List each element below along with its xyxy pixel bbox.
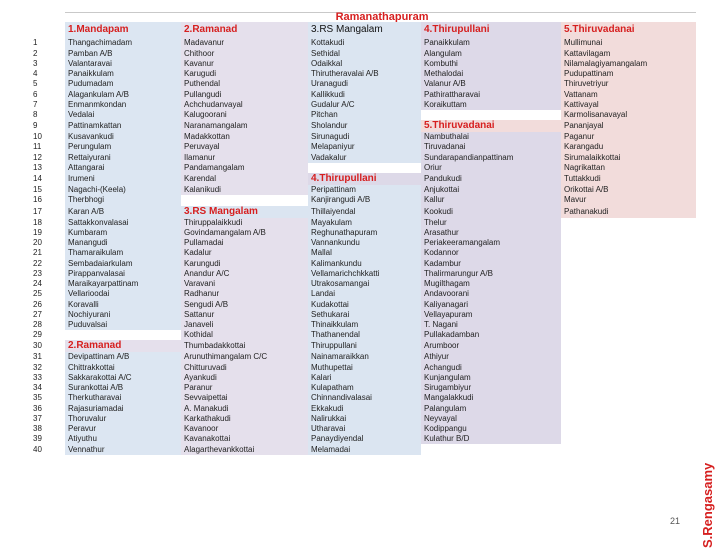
- cell-thiruvadanai: [561, 228, 696, 238]
- cell-thirupullani: Pandukudi: [421, 173, 561, 185]
- row-number: 31: [33, 352, 65, 362]
- row-number: 30: [33, 340, 65, 352]
- table-row: [33, 393, 696, 403]
- cell-mandapam: Sakkarakottai A/C: [65, 373, 181, 383]
- cell-thiruvadanai: Mullimunai: [561, 38, 696, 48]
- cell-mandapam: Kumbaram: [65, 228, 181, 238]
- cell-ramanad: Karendal: [181, 173, 308, 185]
- table-row: [33, 228, 696, 238]
- row-number: 20: [33, 238, 65, 248]
- cell-thiruvadanai: [561, 340, 696, 352]
- cell-mandapam: Panaikkulam: [65, 69, 181, 79]
- table-row: [33, 373, 696, 383]
- row-number: 7: [33, 100, 65, 110]
- row-number: 37: [33, 414, 65, 424]
- cell-ramanad: Karungudi: [181, 258, 308, 268]
- cell-thirupullani: Oriur: [421, 163, 561, 173]
- row-number: 15: [33, 185, 65, 195]
- cell-mandapam: Pudumadam: [65, 79, 181, 89]
- cell-mandapam: Devipattinam A/B: [65, 352, 181, 362]
- table-row: [33, 163, 696, 173]
- cell-ramanad: Pullangudi: [181, 89, 308, 99]
- table-row: [33, 238, 696, 248]
- cell-mandapam: Koravalli: [65, 299, 181, 309]
- cell-thirupullani: Kulathur B/D: [421, 434, 561, 444]
- cell-thiruvadanai: Tuttakkudi: [561, 173, 696, 185]
- cell-thirupullani: Sundarapandianpattinam: [421, 153, 561, 163]
- cell-mandapam: Thoruvalur: [65, 414, 181, 424]
- cell-rs-mangalam: Kalari: [308, 373, 421, 383]
- table-row: [33, 299, 696, 309]
- cell-ramanad: Govindamangalam A/B: [181, 228, 308, 238]
- cell-thirupullani: Mangalakkudi: [421, 393, 561, 403]
- cell-ramanad: Ayankudi: [181, 373, 308, 383]
- cell-mandapam: Karan A/B: [65, 206, 181, 218]
- cell-rs-mangalam: Utharavai: [308, 424, 421, 434]
- cell-mandapam: Therkutharavai: [65, 393, 181, 403]
- table-row: [33, 89, 696, 99]
- cell-ramanad: A. Manakudi: [181, 404, 308, 414]
- cell-ramanad: Puthendal: [181, 79, 308, 89]
- cell-rs-mangalam: Muthupettai: [308, 363, 421, 373]
- cell-thiruvadanai: [561, 330, 696, 340]
- row-number: 19: [33, 228, 65, 238]
- cell-thiruvadanai: Karangadu: [561, 142, 696, 152]
- cell-thiruvadanai: Mavur: [561, 195, 696, 205]
- cell-thiruvadanai: [561, 320, 696, 330]
- cell-rs-mangalam: Thillaiyendal: [308, 206, 421, 218]
- cell-ramanad: Naranamangalam: [181, 120, 308, 132]
- table-row: [33, 195, 696, 205]
- cell-ramanad: Paranur: [181, 383, 308, 393]
- table-row: [33, 414, 696, 424]
- table-row: [33, 206, 696, 218]
- sheet-title: Ramanathapuram: [335, 12, 429, 23]
- cell-rs-mangalam: Uranagudi: [308, 79, 421, 89]
- row-number: 24: [33, 279, 65, 289]
- cell-thiruvadanai: [561, 258, 696, 268]
- cell-thirupullani: Periakeeramangalam: [421, 238, 561, 248]
- cell-thirupullani: Tiruvadanai: [421, 142, 561, 152]
- cell-ramanad: [181, 195, 308, 205]
- cell-thirupullani: [421, 444, 561, 454]
- table-row: [33, 69, 696, 79]
- table-row: [33, 48, 696, 58]
- title-row: [33, 12, 696, 22]
- section-heading: 4.Thirupullani: [308, 173, 421, 185]
- cell-mandapam: Maraikayarpattinam: [65, 279, 181, 289]
- cell-thirupullani: Sirugambiyur: [421, 383, 561, 393]
- cell-ramanad: Madakkottan: [181, 132, 308, 142]
- cell-thirupullani: Thelur: [421, 218, 561, 228]
- row-number: 1: [33, 38, 65, 48]
- author-label: S.Rengasamy: [700, 462, 715, 548]
- cell-thirupullani: Kodippangu: [421, 424, 561, 434]
- cell-ramanad: Chitturuvadi: [181, 363, 308, 373]
- table-row: [33, 132, 696, 142]
- cell-rs-mangalam: Mallal: [308, 248, 421, 258]
- cell-thiruvadanai: [561, 434, 696, 444]
- cell-rs-mangalam: Kottakudi: [308, 38, 421, 48]
- cell-mandapam: Surankottai A/B: [65, 383, 181, 393]
- row-number: 38: [33, 424, 65, 434]
- row-number: 23: [33, 269, 65, 279]
- cell-thiruvadanai: Karmolisanavayal: [561, 110, 696, 120]
- cell-rs-mangalam: Thiruppullani: [308, 340, 421, 352]
- cell-rs-mangalam: Thathanendal: [308, 330, 421, 340]
- cell-thirupullani: Athiyur: [421, 352, 561, 362]
- row-number: 27: [33, 310, 65, 320]
- row-number: 40: [33, 444, 65, 454]
- cell-mandapam: Rettaiyurani: [65, 153, 181, 163]
- cell-thirupullani: Pullakadamban: [421, 330, 561, 340]
- row-number: 2: [33, 48, 65, 58]
- cell-thirupullani: Kaliyanagari: [421, 299, 561, 309]
- cell-ramanad: Karkathakudi: [181, 414, 308, 424]
- cell-ramanad: Sengudi A/B: [181, 299, 308, 309]
- row-number: 11: [33, 142, 65, 152]
- cell-thirupullani: Arumboor: [421, 340, 561, 352]
- cell-thirupullani: Kunjangulam: [421, 373, 561, 383]
- table-row: [33, 258, 696, 268]
- cell-ramanad: Kothidal: [181, 330, 308, 340]
- table-row: [33, 310, 696, 320]
- cell-mandapam: Pirappanvalasai: [65, 269, 181, 279]
- cell-thiruvadanai: Nilamalagiyamangalam: [561, 59, 696, 69]
- cell-ramanad: Kalanikudi: [181, 185, 308, 195]
- cell-ramanad: Radhanur: [181, 289, 308, 299]
- cell-rs-mangalam: Sholandur: [308, 120, 421, 132]
- cell-thirupullani: Nambuthalai: [421, 132, 561, 142]
- header-thirupullani: 4.Thirupullani: [421, 22, 561, 38]
- cell-thirupullani: Koraikuttam: [421, 100, 561, 110]
- cell-thiruvadanai: Pananjayal: [561, 120, 696, 132]
- cell-thirupullani: Achangudi: [421, 363, 561, 373]
- row-number: 28: [33, 320, 65, 330]
- cell-thiruvadanai: [561, 373, 696, 383]
- cell-mandapam: Perungulam: [65, 142, 181, 152]
- cell-ramanad: Sevvaipettai: [181, 393, 308, 403]
- cell-ramanad: Sattanur: [181, 310, 308, 320]
- table-row: [33, 59, 696, 69]
- row-number: 22: [33, 258, 65, 268]
- cell-rs-mangalam: Pitchan: [308, 110, 421, 120]
- cell-mandapam: Atiyuthu: [65, 434, 181, 444]
- cell-thirupullani: Thalirmarungur A/B: [421, 269, 561, 279]
- cell-mandapam: Valantaravai: [65, 59, 181, 69]
- cell-ramanad: Ilamanur: [181, 153, 308, 163]
- cell-thiruvadanai: [561, 444, 696, 454]
- row-number: 32: [33, 363, 65, 373]
- cell-mandapam: Manangudi: [65, 238, 181, 248]
- table-row: [33, 383, 696, 393]
- cell-ramanad: Karugudi: [181, 69, 308, 79]
- row-number: 6: [33, 89, 65, 99]
- cell-mandapam: Kusavankudi: [65, 132, 181, 142]
- cell-rs-mangalam: Utrakosamangai: [308, 279, 421, 289]
- section-heading: 3.RS Mangalam: [181, 206, 308, 218]
- table-row: [33, 38, 696, 48]
- row-number: 36: [33, 404, 65, 414]
- cell-ramanad: Thumbadakkottai: [181, 340, 308, 352]
- table-row: [33, 340, 696, 352]
- row-number: 25: [33, 289, 65, 299]
- cell-mandapam: Rajasuriamadai: [65, 404, 181, 414]
- cell-thirupullani: Alangulam: [421, 48, 561, 58]
- cell-ramanad: Thiruppalaikkudi: [181, 218, 308, 228]
- cell-rs-mangalam: Nainamaraikkan: [308, 352, 421, 362]
- row-number: 4: [33, 69, 65, 79]
- cell-rs-mangalam: Kulapatham: [308, 383, 421, 393]
- cell-thirupullani: Pathirattharavai: [421, 89, 561, 99]
- section-heading: 5.Thiruvadanai: [421, 120, 561, 132]
- cell-rs-mangalam: Thinaikkulam: [308, 320, 421, 330]
- table-row: [33, 424, 696, 434]
- row-number: 35: [33, 393, 65, 403]
- row-number: 3: [33, 59, 65, 69]
- cell-mandapam: [65, 330, 181, 340]
- cell-thiruvadanai: Pudupattinam: [561, 69, 696, 79]
- cell-mandapam: Nochiyurani: [65, 310, 181, 320]
- cell-thirupullani: Panaikkulam: [421, 38, 561, 48]
- cell-rs-mangalam: Peripattinam: [308, 185, 421, 195]
- header-ramanad: 2.Ramanad: [181, 22, 308, 38]
- cell-rs-mangalam: Melamadai: [308, 444, 421, 454]
- cell-rs-mangalam: Sethukarai: [308, 310, 421, 320]
- cell-rs-mangalam: Melapaniyur: [308, 142, 421, 152]
- cell-mandapam: Peravur: [65, 424, 181, 434]
- cell-thirupullani: Methalodai: [421, 69, 561, 79]
- cell-rs-mangalam: Thirutheravalai A/B: [308, 69, 421, 79]
- cell-thiruvadanai: [561, 383, 696, 393]
- row-number: 21: [33, 248, 65, 258]
- table-row: [33, 363, 696, 373]
- row-number: 39: [33, 434, 65, 444]
- row-number: 10: [33, 132, 65, 142]
- table-row: [33, 110, 696, 120]
- cell-thiruvadanai: [561, 218, 696, 228]
- cell-mandapam: Vedalai: [65, 110, 181, 120]
- row-number: 26: [33, 299, 65, 309]
- table-row: [33, 218, 696, 228]
- cell-rs-mangalam: Kallikkudi: [308, 89, 421, 99]
- cell-thiruvadanai: Thiruvetriyur: [561, 79, 696, 89]
- table-row: [33, 153, 696, 163]
- cell-rs-mangalam: Panaydiyendal: [308, 434, 421, 444]
- cell-thiruvadanai: [561, 279, 696, 289]
- cell-thirupullani: Andavoorani: [421, 289, 561, 299]
- cell-rs-mangalam: Kudakottai: [308, 299, 421, 309]
- cell-ramanad: Kavanoor: [181, 424, 308, 434]
- village-table: [33, 12, 696, 455]
- table-row: [33, 79, 696, 89]
- page-number: 21: [670, 516, 681, 526]
- cell-ramanad: Anandur A/C: [181, 269, 308, 279]
- cell-rs-mangalam: Landai: [308, 289, 421, 299]
- cell-rs-mangalam: Sethidal: [308, 48, 421, 58]
- cell-thiruvadanai: [561, 404, 696, 414]
- row-number: 5: [33, 79, 65, 89]
- row-number: 34: [33, 383, 65, 393]
- cell-thirupullani: Kadambur: [421, 258, 561, 268]
- row-number: 8: [33, 110, 65, 120]
- header-row: [33, 22, 696, 38]
- cell-mandapam: Alagankulam A/B: [65, 89, 181, 99]
- row-number: 33: [33, 373, 65, 383]
- cell-rs-mangalam: Vannankundu: [308, 238, 421, 248]
- cell-mandapam: Pattinamkattan: [65, 120, 181, 132]
- cell-ramanad: Peruvayal: [181, 142, 308, 152]
- header-thiruvadanai: 5.Thiruvadanai: [561, 22, 696, 38]
- row-number: 13: [33, 163, 65, 173]
- cell-thiruvadanai: [561, 393, 696, 403]
- cell-mandapam: Enmanmkondan: [65, 100, 181, 110]
- cell-thiruvadanai: [561, 424, 696, 434]
- cell-thirupullani: Anjukottai: [421, 185, 561, 195]
- cell-mandapam: Sembadaiarkulam: [65, 258, 181, 268]
- cell-rs-mangalam: Kanjirangudi A/B: [308, 195, 421, 205]
- cell-mandapam: Therbhogi: [65, 195, 181, 205]
- cell-mandapam: Attangarai: [65, 163, 181, 173]
- table-row: [33, 173, 696, 185]
- cell-rs-mangalam: Reghunathapuram: [308, 228, 421, 238]
- cell-ramanad: Kavanur: [181, 59, 308, 69]
- cell-thirupullani: Mugilthagam: [421, 279, 561, 289]
- cell-mandapam: Chittrakkottai: [65, 363, 181, 373]
- cell-thirupullani: Kallur: [421, 195, 561, 205]
- row-number: 12: [33, 153, 65, 163]
- cell-mandapam: Irumeni: [65, 173, 181, 185]
- cell-thirupullani: Neyvayal: [421, 414, 561, 424]
- cell-ramanad: Kalugoorani: [181, 110, 308, 120]
- cell-thirupullani: T. Nagani: [421, 320, 561, 330]
- cell-ramanad: Madavanur: [181, 38, 308, 48]
- cell-thiruvadanai: [561, 248, 696, 258]
- cell-rs-mangalam: Gudalur A/C: [308, 100, 421, 110]
- cell-mandapam: Vennathur: [65, 444, 181, 454]
- cell-thiruvadanai: [561, 269, 696, 279]
- cell-thiruvadanai: [561, 363, 696, 373]
- row-number: 9: [33, 120, 65, 132]
- cell-ramanad: Pandamangalam: [181, 163, 308, 173]
- table-row: [33, 279, 696, 289]
- cell-mandapam: Sattakkonvalasai: [65, 218, 181, 228]
- table-row: [33, 120, 696, 132]
- table-row: [33, 100, 696, 110]
- cell-ramanad: Kavanakottai: [181, 434, 308, 444]
- cell-thiruvadanai: Vattanam: [561, 89, 696, 99]
- cell-thirupullani: [421, 110, 561, 120]
- cell-thirupullani: Kookudi: [421, 206, 561, 218]
- cell-rs-mangalam: Ekkakudi: [308, 404, 421, 414]
- cell-ramanad: Achchudanvayal: [181, 100, 308, 110]
- cell-rs-mangalam: Sirunagudi: [308, 132, 421, 142]
- cell-thiruvadanai: Kattavilagam: [561, 48, 696, 58]
- cell-rs-mangalam: Vellamarichchkkatti: [308, 269, 421, 279]
- cell-mandapam: Thamaraikulam: [65, 248, 181, 258]
- table-row: [33, 185, 696, 195]
- cell-mandapam: Vellarioodai: [65, 289, 181, 299]
- table-row: [33, 269, 696, 279]
- table-row: [33, 248, 696, 258]
- cell-thiruvadanai: Pathanakudi: [561, 206, 696, 218]
- cell-ramanad: Arunuthimangalam C/C: [181, 352, 308, 362]
- row-number: 14: [33, 173, 65, 185]
- cell-thiruvadanai: Orikottai A/B: [561, 185, 696, 195]
- cell-rs-mangalam: Mayakulam: [308, 218, 421, 228]
- cell-thiruvadanai: [561, 238, 696, 248]
- cell-thiruvadanai: [561, 414, 696, 424]
- cell-thiruvadanai: [561, 289, 696, 299]
- row-number: 16: [33, 195, 65, 205]
- cell-rs-mangalam: Nalirukkai: [308, 414, 421, 424]
- cell-thiruvadanai: Nagrikattan: [561, 163, 696, 173]
- table-row: [33, 404, 696, 414]
- table-row: [33, 434, 696, 444]
- section-heading: 2.Ramanad: [65, 340, 181, 352]
- row-number: 17: [33, 206, 65, 218]
- table-row: [33, 330, 696, 340]
- header-rs-mangalam: 3.RS Mangalam: [308, 22, 421, 38]
- header-mandapam: 1.Mandapam: [65, 22, 181, 38]
- cell-thiruvadanai: [561, 310, 696, 320]
- cell-ramanad: Chithoor: [181, 48, 308, 58]
- cell-thirupullani: Kombuthi: [421, 59, 561, 69]
- cell-thiruvadanai: [561, 352, 696, 362]
- cell-rs-mangalam: [308, 163, 421, 173]
- cell-ramanad: Pullamadai: [181, 238, 308, 248]
- cell-thirupullani: Vellayapuram: [421, 310, 561, 320]
- table-row: [33, 320, 696, 330]
- cell-mandapam: Puduvalsai: [65, 320, 181, 330]
- cell-thiruvadanai: Kattivayal: [561, 100, 696, 110]
- cell-mandapam: Thangachimadam: [65, 38, 181, 48]
- cell-ramanad: Varavani: [181, 279, 308, 289]
- cell-ramanad: Alagarthevankkottai: [181, 444, 308, 454]
- row-number: 29: [33, 330, 65, 340]
- cell-thirupullani: Arasathur: [421, 228, 561, 238]
- table-row: [33, 289, 696, 299]
- table-row: [33, 142, 696, 152]
- cell-rs-mangalam: Kalimankundu: [308, 258, 421, 268]
- cell-ramanad: Janaveli: [181, 320, 308, 330]
- cell-thiruvadanai: Paganur: [561, 132, 696, 142]
- table-row: [33, 352, 696, 362]
- cell-rs-mangalam: Vadakalur: [308, 153, 421, 163]
- cell-thirupullani: Valanur A/B: [421, 79, 561, 89]
- row-number: 18: [33, 218, 65, 228]
- cell-thirupullani: Palangulam: [421, 404, 561, 414]
- cell-thirupullani: Kodannor: [421, 248, 561, 258]
- cell-rs-mangalam: Odaikkal: [308, 59, 421, 69]
- cell-thiruvadanai: [561, 299, 696, 309]
- cell-thiruvadanai: Sirumalaikkottai: [561, 153, 696, 163]
- cell-rs-mangalam: Chinnandivalasai: [308, 393, 421, 403]
- cell-ramanad: Kadalur: [181, 248, 308, 258]
- cell-mandapam: Pamban A/B: [65, 48, 181, 58]
- cell-mandapam: Nagachi-(Keela): [65, 185, 181, 195]
- table-row: [33, 444, 696, 454]
